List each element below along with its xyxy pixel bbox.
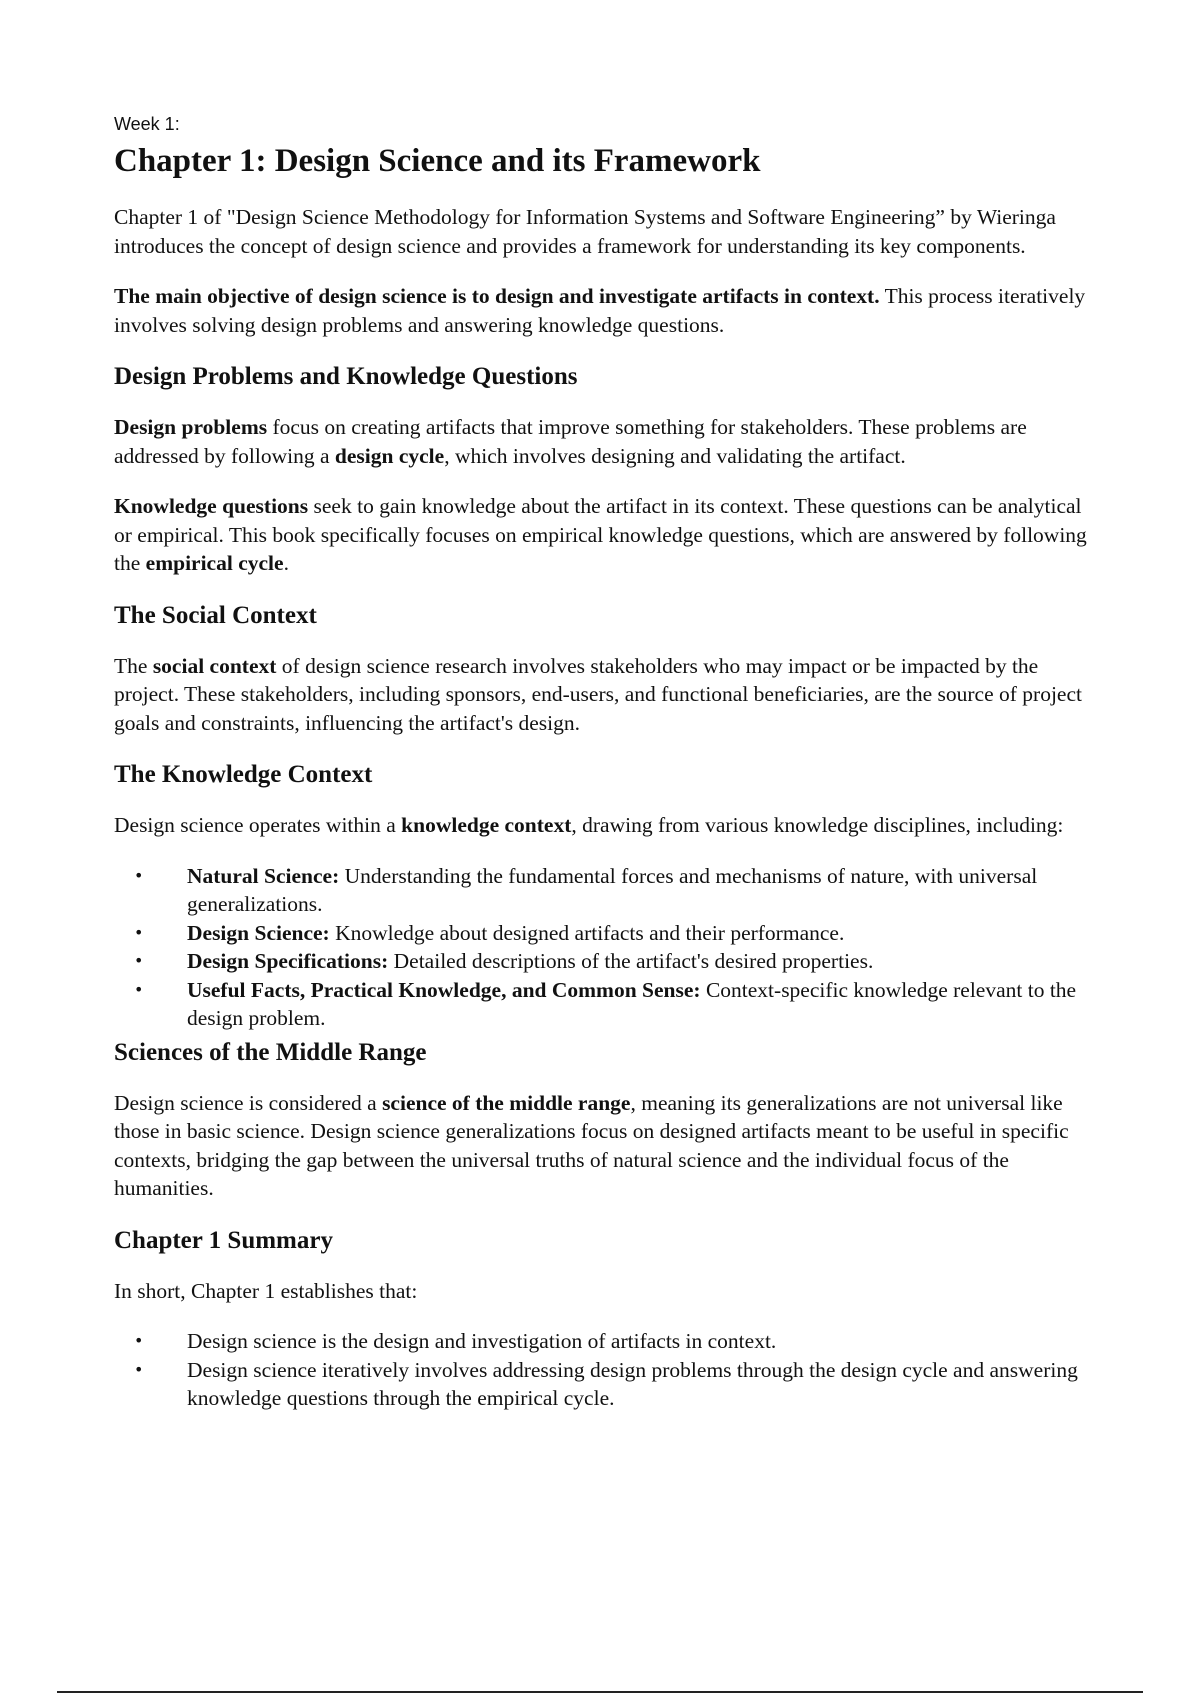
- list-item-term: Natural Science:: [187, 863, 340, 888]
- knowledge-context-paragraph: [114, 811, 1094, 840]
- heading-knowledge-context: The Knowledge Context: [114, 761, 373, 788]
- list-item: [114, 862, 1094, 919]
- knowledge-questions-term: Knowledge questions: [114, 494, 309, 518]
- list-item-text: Understanding the fundamental forces and mechanisms of nature, with universal generalizations.: [187, 863, 1038, 916]
- social-context-text-start: The: [114, 653, 153, 678]
- chapter-title: Chapter 1: Design Science and its Framework: [114, 143, 761, 179]
- list-item-term: Design Science:: [187, 920, 330, 945]
- list-item-text: Context-specific knowledge relevant to the design problem.: [187, 977, 1077, 1030]
- bullet-icon: •: [134, 865, 144, 885]
- objective-bold: The main objective of design science is to design and investigate artifacts in context.: [114, 284, 880, 308]
- design-problems-text: focus on creating artifacts that improve something for stakeholders. These problems are addressed by following a: [114, 415, 1027, 468]
- middle-range-text-start: Design science is considered a: [114, 1090, 383, 1115]
- list-item-text: Knowledge about designed artifacts and their performance.: [329, 920, 845, 945]
- heading-design-problems: Design Problems and Knowledge Questions: [114, 363, 578, 390]
- heading-social-context: The Social Context: [114, 601, 317, 629]
- design-problems-term: Design problems: [114, 415, 268, 439]
- knowledge-context-text-start: Design science operates within a: [114, 813, 402, 837]
- empirical-cycle-term: empirical cycle: [145, 551, 284, 575]
- knowledge-questions-text-end: .: [283, 551, 289, 575]
- list-item-text: Detailed descriptions of the artifact's desired properties.: [388, 949, 874, 973]
- knowledge-disciplines-list: [114, 862, 1094, 1033]
- knowledge-questions-paragraph: [114, 492, 1094, 578]
- document-page: [114, 113, 1094, 1413]
- summary-intro: In short, Chapter 1 establishes that:: [114, 1278, 418, 1303]
- middle-range-term: science of the middle range: [382, 1090, 631, 1115]
- list-item-term: Design Specifications:: [187, 949, 389, 973]
- knowledge-questions-text: seek to gain knowledge about the artifact in its context. These questions can be analytical or empirical. This book specifically focuses on empirical knowledge questions, which are answered by following the: [114, 494, 1087, 575]
- list-item-text: Design science is the design and investigation of artifacts in context.: [187, 1329, 777, 1353]
- list-item: [114, 1327, 1094, 1356]
- design-cycle-term: design cycle: [334, 443, 445, 468]
- knowledge-context-term: knowledge context: [401, 813, 572, 837]
- middle-range-paragraph: [114, 1089, 1094, 1203]
- social-context-text: of design science research involves stakeholders who may impact or be impacted by the project. These stakeholders, including sponsors, end-users, and functional beneficiaries, are the source of project goals and constraints, influencing the artifact's design.: [114, 653, 1082, 735]
- week-label: Week 1:: [114, 114, 180, 134]
- list-item: [114, 976, 1094, 1033]
- objective-text: This process iteratively involves solving design problems and answering knowledge questions.: [114, 284, 1086, 337]
- social-context-term: social context: [152, 653, 277, 678]
- page-divider: [57, 1691, 1143, 1693]
- social-context-paragraph: [114, 652, 1094, 738]
- objective-paragraph: [114, 282, 1094, 339]
- heading-summary: Chapter 1 Summary: [114, 1226, 333, 1254]
- list-item: [114, 919, 1094, 948]
- bullet-icon: •: [134, 1359, 144, 1379]
- bullet-icon: •: [134, 922, 144, 942]
- design-problems-text-end: , which involves designing and validating the artifact.: [444, 443, 906, 468]
- summary-list: [114, 1327, 1094, 1413]
- bullet-icon: •: [134, 1331, 144, 1350]
- heading-middle-range: Sciences of the Middle Range: [114, 1038, 427, 1066]
- list-item-term: Useful Facts, Practical Knowledge, and Common Sense:: [187, 977, 701, 1002]
- middle-range-text: , meaning its generalizations are not universal like those in basic science. Design science generalizations focus on designed artifacts meant to be useful in specific contexts, bridging the gap between the universal truths of natural science and the individual focus of the humanities.: [114, 1090, 1069, 1200]
- bullet-icon: •: [134, 979, 144, 999]
- bullet-icon: •: [134, 951, 144, 970]
- list-item: [114, 1356, 1094, 1413]
- intro-paragraph: Chapter 1 of "Design Science Methodology for Information Systems and Software Engineering” by Wieringa introduces the concept of design science and provides a framework for understanding its key components.: [114, 205, 1056, 258]
- list-item-text: Design science iteratively involves addressing design problems through the design cycle and answering knowledge questions through the empirical cycle.: [187, 1357, 1078, 1410]
- design-problems-paragraph: [114, 413, 1094, 470]
- knowledge-context-text: , drawing from various knowledge disciplines, including:: [571, 813, 1064, 837]
- list-item: [114, 947, 1094, 976]
